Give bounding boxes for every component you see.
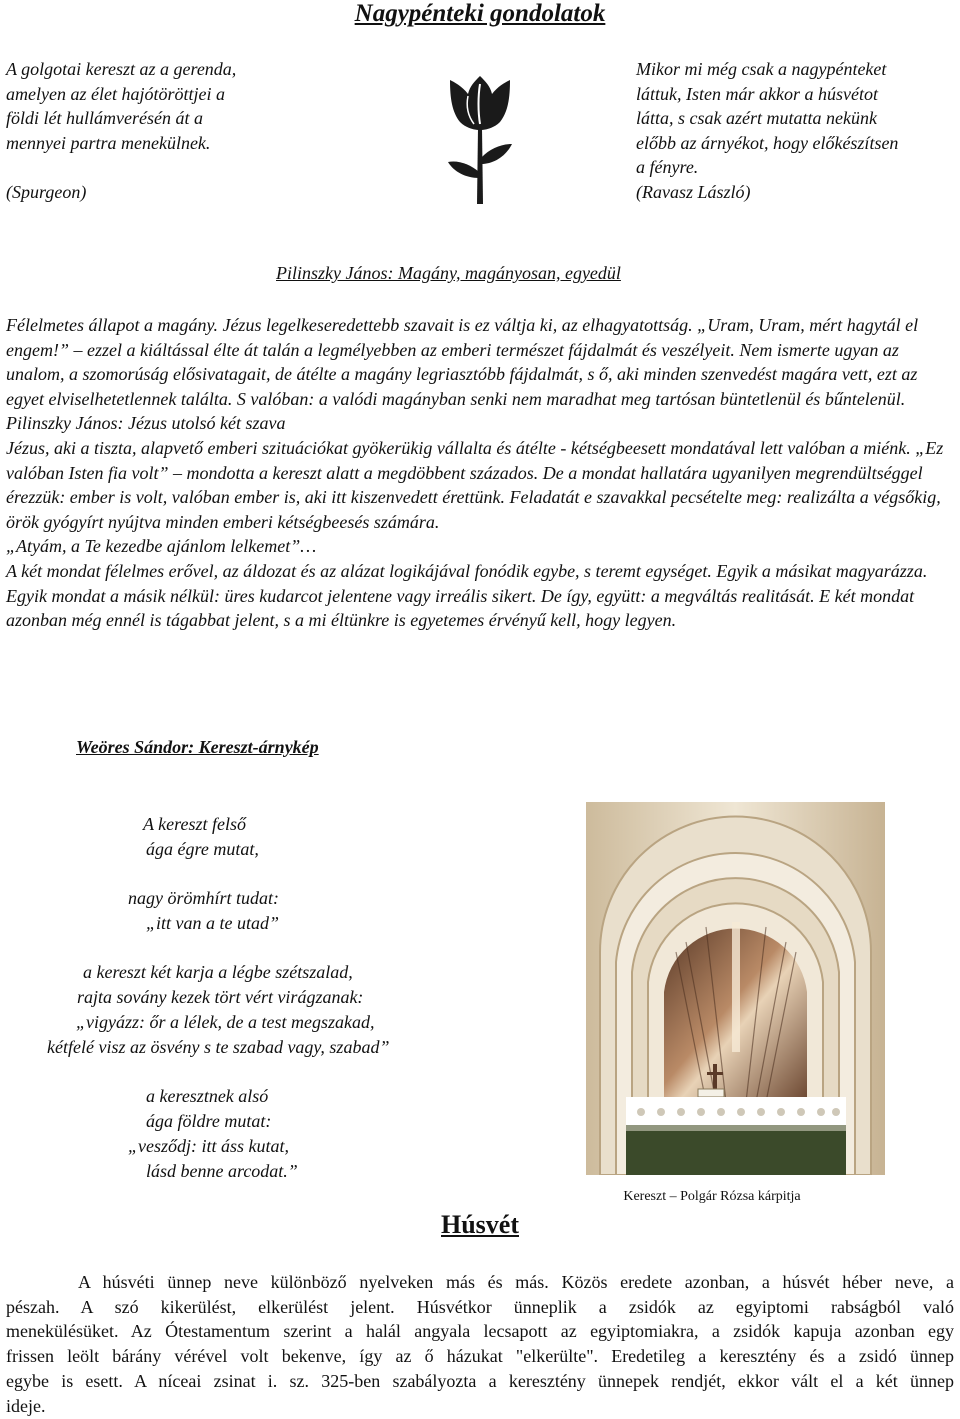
page-title: Nagypénteki gondolatok xyxy=(354,0,606,27)
quote-line: amelyen az élet hajótöröttjei a xyxy=(6,83,225,104)
essay-italic-part: Félelmetes állapot a magány. Jézus legelkeseredettebb szavait is ez váltja ki, az elhagyatottság. „Uram, Uram, mért hagytál el engem!” – ezzel a kiáltással élte át talán a legmélyebben az emberi természet fájdalmát és veszélyeit. xyxy=(6,315,919,360)
altar-tapestry-photo xyxy=(586,802,885,1175)
quote-author: (Spurgeon) xyxy=(6,181,87,202)
poem-line: a kereszt két karja a légbe szétszalad, xyxy=(83,962,353,982)
poem-line: ága égre mutat, xyxy=(146,839,259,859)
quote-line: láttuk, Isten már akkor a húsvétot xyxy=(636,83,878,104)
husvet-line: egybe is esett. A níceai zsinat i. sz. 325-ben szabályozta a keresztény ünnepek rendjét, ekkor vált el a két ünnep xyxy=(6,1370,954,1391)
quote-line: mennyei partra menekülnek. xyxy=(6,132,211,153)
poem-line: ága földre mutat: xyxy=(146,1111,272,1131)
essay-subheading: Pilinszky János: Jézus utolsó két szava xyxy=(6,413,286,434)
poem-line: nagy örömhírt tudat: xyxy=(128,888,279,908)
pilinszky-heading: Pilinszky János: Magány, magányosan, egyedül xyxy=(276,263,621,283)
poem-line: a keresztnek alsó xyxy=(146,1086,269,1106)
quote-line: földi lét hullámverésén át a xyxy=(6,108,203,128)
tulip-icon xyxy=(444,72,516,208)
quote-ravasz xyxy=(636,57,956,204)
essay-text xyxy=(6,313,954,633)
poem-line: „vigyázz: őr a lélek, de a test megszakad, xyxy=(76,1012,375,1032)
poem-line: rajta sovány kezek tört vért virágzanak: xyxy=(77,987,364,1007)
quote-spurgeon xyxy=(6,57,306,204)
poem-line: kétfelé visz az ösvény s te szabad vagy, szabad” xyxy=(47,1037,390,1057)
husvet-line: pészah. A szó kikerülést, elkerülést jelent. Húsvétkor ünneplik a zsidók az egyiptomi rabságból való xyxy=(6,1296,954,1317)
poem-line: lásd benne arcodat.” xyxy=(146,1161,298,1181)
photo-caption: Kereszt – Polgár Rózsa kárpitja xyxy=(623,1189,801,1204)
husvet-line: A húsvéti ünnep neve különböző nyelveken más és más. Közös eredete azonban, a húsvét héber neve, a xyxy=(78,1272,954,1292)
essay-paragraph: A két mondat félelmes erővel, az áldozat és az alázat logikájával fonódik egybe, s teremt egységet. Egyik a másikat magyarázza. Egyik mondat a másik nélkül: üres kudarcot jelentene vagy irreális sikert. De így, együtt: a megváltás realitását. E két mondat azonban még ennél is tágabbat jelent, s a mi éltünkre is egyetemes érvényű kell, hogy legyen. xyxy=(6,560,928,631)
husvet-line: ideje. xyxy=(6,1395,46,1416)
essay-normal-part: Nem ismerte ugyan az unalom, a szomorúság elősivatagait, de átélte a magány legriasztóbb fájdalmát, s ő, aki minden szenvedést magára vett, ezt az egyet elviselhetetlennek találta. S valóban: a valódi magányban senki nem maradhat meg tartósan büntetlenül és bűntelenül. xyxy=(6,339,918,409)
essay-quote: „Atyám, a Te kezedbe ajánlom lelkemet”… xyxy=(6,536,317,557)
quote-line: Mikor mi még csak a nagypénteket xyxy=(636,59,887,79)
husvet-line: frissen leölt bárány vérével volt bekenve, így az ő házukat "elkerülte". Eredetileg a keresztény és a zsidó ünnep xyxy=(6,1346,954,1367)
quote-line: a fényre. xyxy=(636,157,699,177)
husvet-text xyxy=(6,1270,954,1418)
quote-line: látta, s csak azért mutatta nekünk xyxy=(636,108,877,128)
weores-heading: Weöres Sándor: Kereszt-árnykép xyxy=(76,737,319,757)
husvet-line: menekülésüket. Az Ótestamentum szerint a halál angyala lecsapott az egyiptomiakra, a zsidók kapuja azonban egy xyxy=(6,1321,954,1342)
poem-line: „vesződj: itt áss kutat, xyxy=(128,1136,289,1156)
quote-author: (Ravasz László) xyxy=(636,181,751,202)
poem-line: „itt van a te utad” xyxy=(146,913,280,933)
quote-line: előbb az árnyékot, hogy előkészítsen xyxy=(636,132,899,153)
poem-line: A kereszt felső xyxy=(143,814,246,834)
essay-paragraph: Jézus, aki a tiszta, alapvető emberi szituációkat gyökerükig vállalta és átélte - kétségbeesett mondatával lett valóban a miénk. „Ez valóban Isten fia volt” – mondotta a kereszt alatt a megdöbbent százados. De a mondat hallatára ugyanilyen megrendültséggel érezzük: ember is volt, valóban ember is, aki itt kiszenvedett érettünk. Feladatát e szavakkal pecsételte meg: realizálta a végsőkig, örök gyógyírt nyújtva minden emberi kétségbeesés számára. xyxy=(6,437,944,532)
quote-line: A golgotai kereszt az a gerenda, xyxy=(6,59,237,79)
husvet-heading: Húsvét xyxy=(441,1210,519,1239)
